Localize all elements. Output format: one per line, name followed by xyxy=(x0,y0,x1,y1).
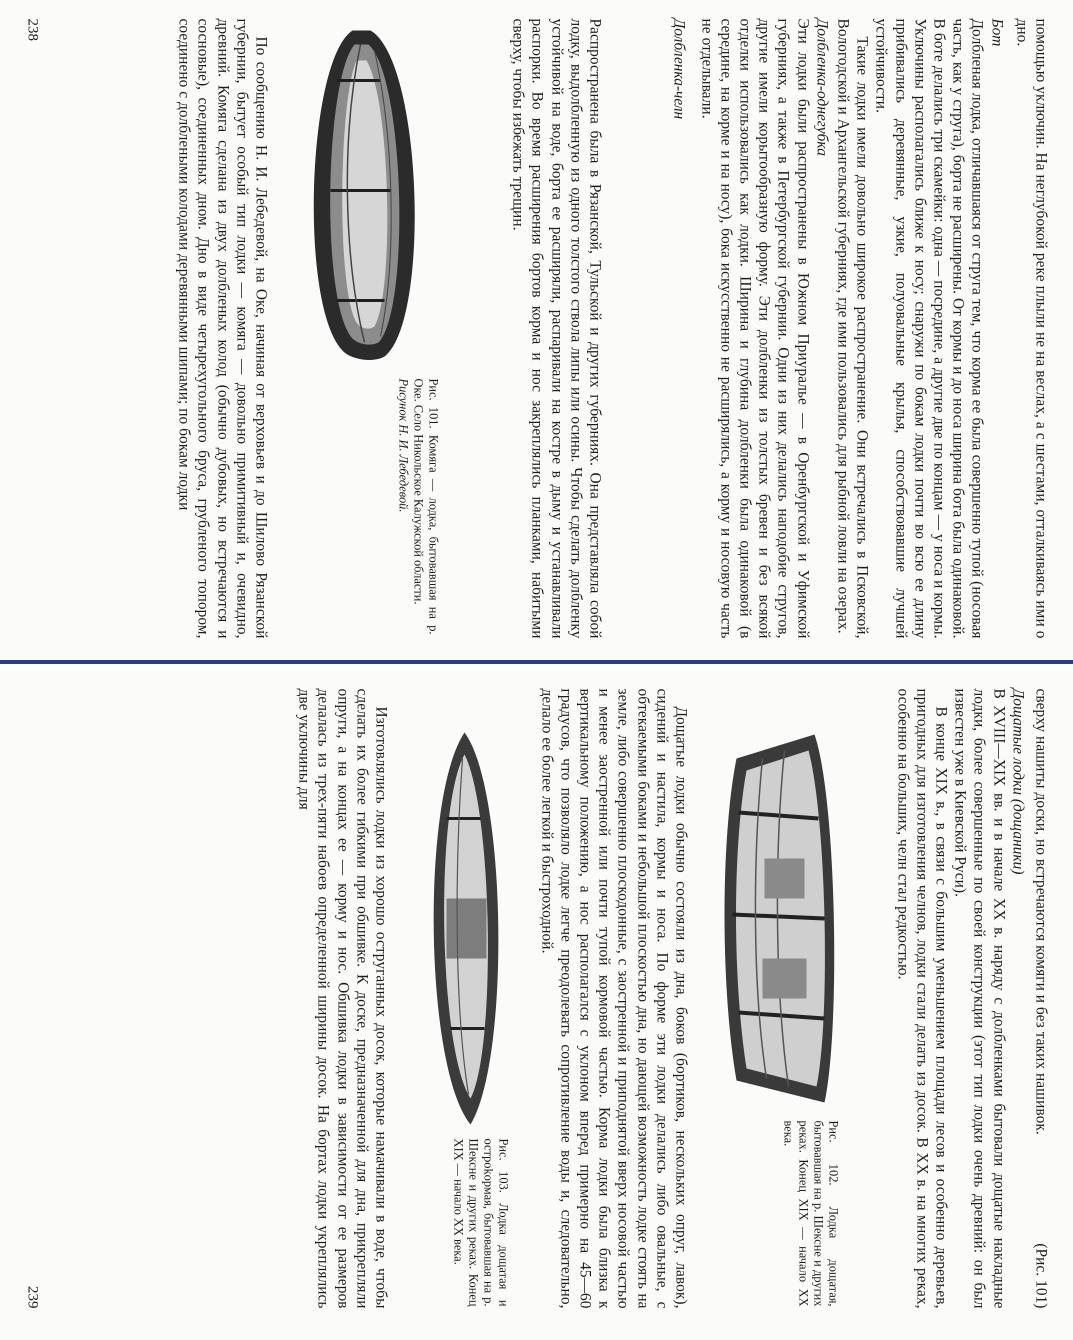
page-number-238: 238 xyxy=(24,18,41,41)
figure-103-pointed-boat xyxy=(411,729,521,1129)
figure-ref-101: (Рис. 101) xyxy=(1032,1243,1050,1309)
bot-paragraph-2: Такие лодки имели довольно широкое распространение. Они встречались в Псковской, Вологодской и Архангельской губерниях, где ими пользовались для рыбной ловли на озерах. xyxy=(834,18,871,639)
construction-paragraph: Дощатые лодки обычно состояли из дна, боков (бортиков, нескольких опруг, лавок), сидений и настила, кормы и носа. По форме эти лодки делались либо овальные, с обтекаемыми боками и небольшой плоскостью дна, но дающей возможность лодке стоять на земле, либо совершенно плоскодонные, с заостренной и приподнятой вверх носовой частью и менее заостренной или почти тупой кормовой частью. Корма лодки была близка к вертикальному положению, а нос располагался с уклоном вперед примерно на 45—60 градусов, что позволяло лодке легче преодолевать сопротивление воды и, следовательно, делало ее более легкой и быстроходной. xyxy=(538,688,690,1309)
page-239-intro-text: сверху нашиты доски, но встречаются комяги и без таких нашивок. xyxy=(1032,688,1050,1135)
figure-102-caption: Рис. 102. Лодка дощатая, бытовавшая на р. Шексне и других реках. Конец XIX — начало XX века. xyxy=(781,1120,841,1307)
page-divider xyxy=(0,660,1073,664)
heading-chelnok: Долбленка-челн xyxy=(670,18,688,120)
left-book-page xyxy=(0,0,1073,660)
chelnok-paragraph: Распространена была в Рязанской, Тульской и других губерниях. Она представляла собой лодку, выдолбленную из одного толстого ствола липы или осины. Чтобы сделать долбленку устойчивой на воде, борта ее расширяли, распаривали на костре в дыму и устанавливали распорки. Во время расширения бортов корма и нос закреплялись планками, набитыми сверху, чтобы избежать трещин. xyxy=(509,18,604,639)
figure-103-caption: Рис. 103. Лодка дощатая и остроkормая, бытовавшая на р. Шексне и других реках. Конец XIX — начало XX века. xyxy=(451,1138,511,1307)
figure-101-komyaga xyxy=(291,21,441,366)
bot-paragraph-1: Долбленая лодка, отличавшаяся от струга тем, что корма ее была совершенно тупой (носовая часть, как у струга), борта не расширены. От кормы и до носа ширина бота была одинаковой. В боте делались три скамейки: одна — посредине, а другие две по концам — у носа и кормы. Уключины располагались ближе к носу; снаружи по бокам лодки почти во всю ее длину прибивались деревянные, узкие, полуовальные крылья, способствовавшие лучшей устойчивости. xyxy=(872,18,986,639)
heading-doshchatye: Дощатые лодки (дощаники) xyxy=(1009,688,1027,875)
odnegubka-paragraph: Эти лодки были распространены в Южном Приуралье — в Оренбургской и Уфимской губерниях, а также в Петербургской губернии. Одни из них делались наподобие стругов, другие имели корытообразную форму. Эти долбленки из толстых бревен и без всякой отделки использовались как лодки. Ширина и глубина долбленки была одинаковой (в середине, на корме и на носу), бока искусственно не расширялись, а корму и носовую часть не отделывали. xyxy=(698,18,812,639)
heading-odnegubka: Долбленка-однегубка xyxy=(813,18,831,156)
figure-101-credit: Рисунок Н. И. Лебедевой. xyxy=(396,378,411,513)
page-239-intro xyxy=(1031,689,1050,1309)
page-238-intro: помощью уключин. На неглубокой реке плыли не на веслах, а с шестами, отталкиваясь ими о дно. xyxy=(1013,18,1050,639)
figure-101-caption: Рис. 101. Комяга — лодка, бытовавшая на р. Оке. Село Никольское Калужской области. xyxy=(411,378,441,635)
komyaga-paragraph: По сообщению Н. И. Лебедевой, на Оке, начиная от верховьев и до Шилово Рязанской губернии, бытует особый тип лодки — комяга — довольно примитивный и, очевидно, древний. Комяга сделана из двух долбленых колод (обычно дубовых, но встречаются и сосновые), соединенных дном. Дно в виде четырехугольного бруса, грубленого топором, соединено с долблеными колодами деревянными шипами; по бокам лодки xyxy=(175,18,270,639)
right-book-page xyxy=(0,670,1073,1340)
doshchatye-paragraph-1: В XVIII—XIX вв. и в начале XX в. наряду с долбленками бытовали дощатые накладные лодки, более совершенные по своей конструкции (этот тип лодки очень древний: он был известен уже в Киевской Руси). xyxy=(951,688,1008,1309)
page-number-239: 239 xyxy=(24,1286,41,1309)
figure-102-plank-boat xyxy=(715,729,855,1109)
doshchatye-paragraph-2: В конце XIX в., в связи с большим уменьшением площади лесов и особенно деревьев, пригодных для изготовления челнов, лодки стали делать из досок. В XX в. на многих реках, особенно на больших, челн стал редкостью. xyxy=(894,688,950,1309)
heading-bot: Бот xyxy=(988,18,1006,47)
making-paragraph: Изготовлялись лодки из хорошо оструганных досок, которые намачивали в воде, чтобы сделать их более гибкими при обшивке. К доске, предназначенной для дна, прикрепляли опруги, а на концах ее — корму и нос. Обшивка лодки в зависимости от ее размеров делалась из трех-пяти набоев определенной ширины досок. На бортах лодки укреплялись две уключины для xyxy=(295,688,390,1309)
